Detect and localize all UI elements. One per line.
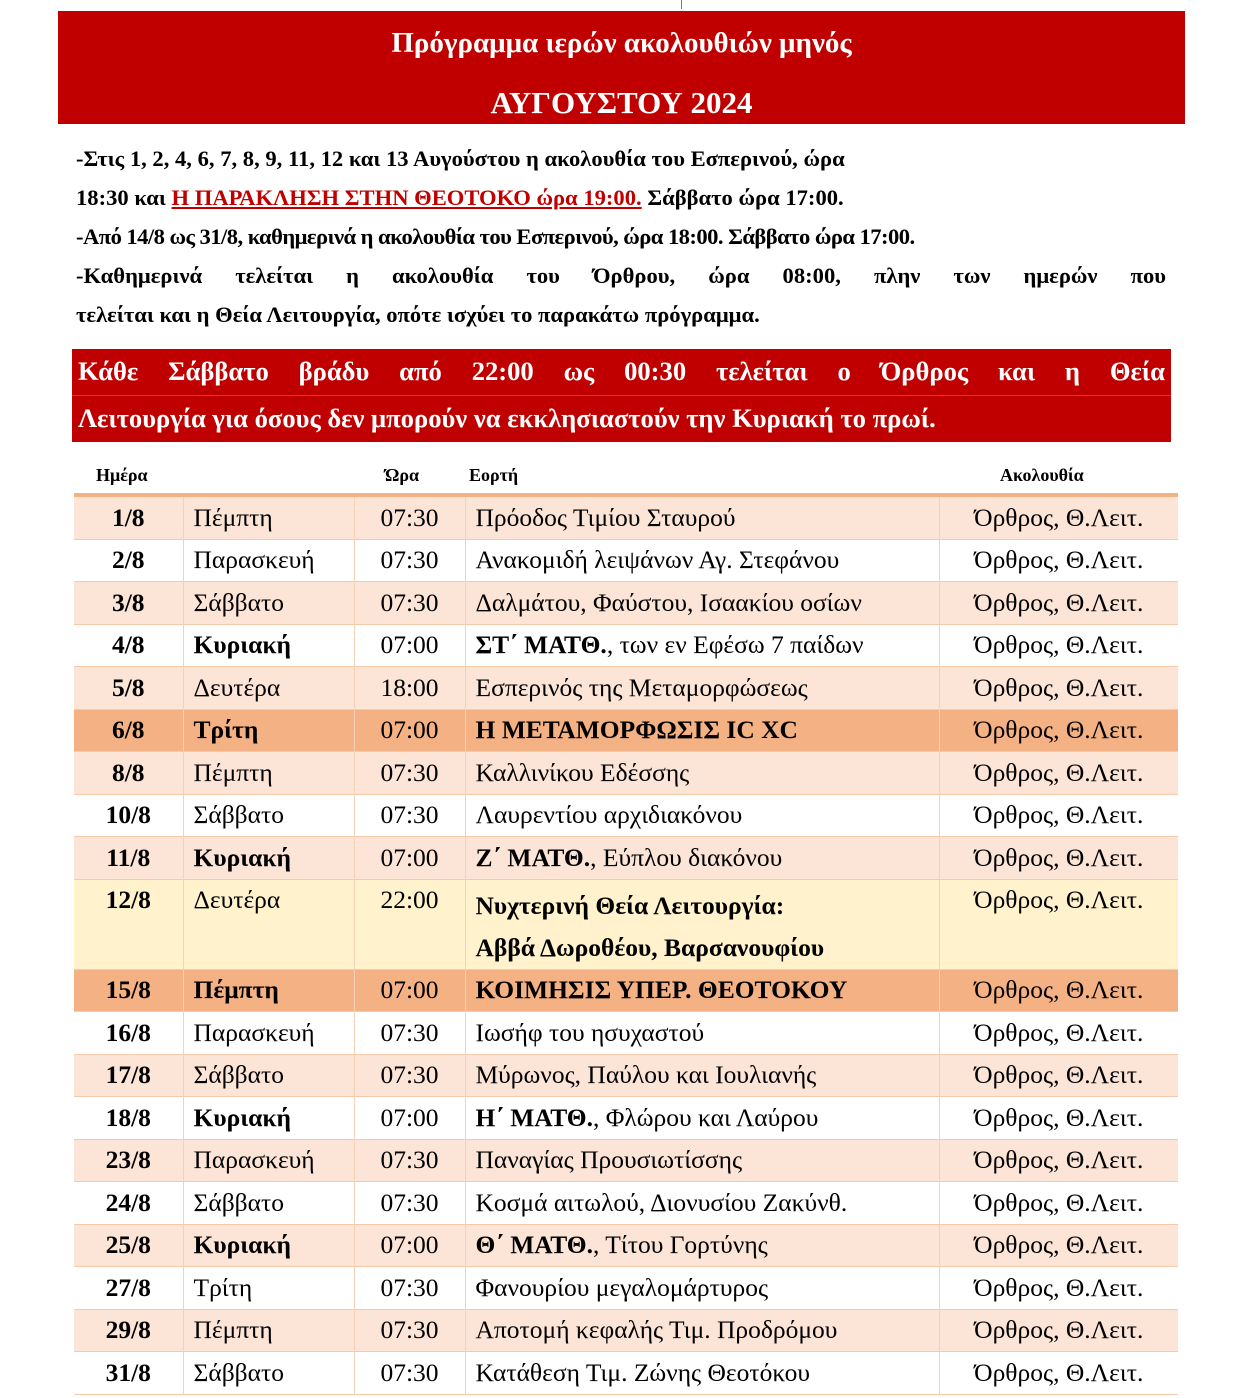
cell-weekday — [183, 969, 354, 1012]
service-text: Όρθρος, Θ.Λειτ. — [974, 1230, 1144, 1260]
intro-note-1a: -Στις 1, 2, 4, 6, 7, 8, 9, 11, 12 και 13 Αυγούστου η ακολουθία του Εσπερινού, ώρα — [76, 146, 845, 171]
cell-service — [939, 1097, 1178, 1140]
feast-text: Παναγίας Προυσιωτίσσης — [475, 1145, 743, 1175]
table-row — [74, 1012, 1178, 1055]
cell-feast — [465, 879, 939, 969]
feast-text: Κατάθεση Τιμ. Ζώνης Θεοτόκου — [475, 1357, 811, 1387]
date-text: 23/8 — [105, 1145, 151, 1175]
cell-feast — [465, 1267, 939, 1310]
header-time: Ώρα — [385, 465, 420, 485]
cell-time — [354, 1352, 465, 1395]
cell-date — [74, 667, 183, 710]
cell-weekday — [183, 1097, 354, 1140]
cell-service — [939, 837, 1178, 880]
table-row — [74, 1097, 1178, 1140]
schedule-table — [74, 493, 1178, 1395]
service-text: Όρθρος, Θ.Λειτ. — [974, 587, 1144, 617]
cell-time — [354, 1309, 465, 1352]
weekday-text: Πέμπτη — [193, 975, 279, 1005]
weekday-text: Σάββατο — [193, 1187, 285, 1217]
table-row — [74, 1309, 1178, 1352]
title-banner — [58, 11, 1185, 124]
intro-note-3a: -Καθημερινά τελείται η ακολουθία του Όρθρου, ώρα 08:00, πλην των ημερών που — [76, 263, 1166, 288]
feast-text: Λαυρεντίου αρχιδιακόνου — [475, 800, 743, 830]
cell-feast — [465, 1012, 939, 1055]
cell-service — [939, 624, 1178, 667]
cell-feast — [465, 969, 939, 1012]
cell-date — [74, 582, 183, 625]
cell-service — [939, 1012, 1178, 1055]
cell-time — [354, 1012, 465, 1055]
feast-line2-text: Αββά Δωροθέου, Βαρσανουφίου — [475, 932, 825, 962]
date-text: 3/8 — [111, 587, 145, 617]
cell-date — [74, 1182, 183, 1225]
cell-weekday — [183, 624, 354, 667]
date-text: 2/8 — [111, 545, 145, 575]
service-text: Όρθρος, Θ.Λειτ. — [974, 1187, 1144, 1217]
date-text: 4/8 — [111, 630, 145, 660]
cell-date — [74, 1054, 183, 1097]
cell-service — [939, 1224, 1178, 1267]
date-text: 1/8 — [111, 502, 145, 532]
cell-time — [354, 667, 465, 710]
cell-date — [74, 1097, 183, 1140]
cell-time — [354, 879, 465, 969]
service-text: Όρθρος, Θ.Λειτ. — [974, 842, 1144, 872]
feast-text: Εσπερινός της Μεταμορφώσεως — [475, 672, 808, 702]
cell-time — [354, 1139, 465, 1182]
date-text: 5/8 — [111, 672, 145, 702]
cell-weekday — [183, 495, 354, 539]
time-text: 07:30 — [380, 757, 439, 787]
cell-service — [939, 879, 1178, 969]
feast-text: Φανουρίου μεγαλομάρτυρος — [475, 1272, 769, 1302]
time-text: 07:30 — [380, 1357, 439, 1387]
table-row — [74, 1139, 1178, 1182]
feast-text: Κοσμά αιτωλού, Διονυσίου Ζακύνθ. — [475, 1187, 848, 1217]
cell-time — [354, 1054, 465, 1097]
feast-text: Μύρωνος, Παύλου και Ιουλιανής — [475, 1060, 817, 1090]
cell-date — [74, 1224, 183, 1267]
service-text: Όρθρος, Θ.Λειτ. — [974, 502, 1144, 532]
time-text: 07:00 — [380, 630, 439, 660]
weekday-text: Παρασκευή — [193, 545, 315, 575]
cell-date — [74, 709, 183, 752]
table-row — [74, 539, 1178, 582]
date-text: 16/8 — [105, 1017, 151, 1047]
header-feast: Εορτή — [469, 465, 519, 485]
feast-text: Πρόοδος Τιμίου Σταυρού — [475, 502, 736, 532]
service-text: Όρθρος, Θ.Λειτ. — [974, 1102, 1144, 1132]
table-row — [74, 1054, 1178, 1097]
cell-feast — [465, 1182, 939, 1225]
cell-service — [939, 495, 1178, 539]
cell-time — [354, 1267, 465, 1310]
table-row — [74, 752, 1178, 795]
service-text: Όρθρος, Θ.Λειτ. — [974, 1145, 1144, 1175]
cell-service — [939, 709, 1178, 752]
table-row — [74, 969, 1178, 1012]
cell-feast — [465, 495, 939, 539]
date-text: 29/8 — [105, 1315, 151, 1345]
cell-weekday — [183, 1352, 354, 1395]
service-text: Όρθρος, Θ.Λειτ. — [974, 672, 1144, 702]
cell-weekday — [183, 879, 354, 969]
weekday-text: Παρασκευή — [193, 1145, 315, 1175]
cell-feast — [465, 837, 939, 880]
weekday-text: Πέμπτη — [193, 757, 273, 787]
feast-bold-text: Η ΜΕΤΑΜΟΡΦΩΣΙΣ IC XC — [475, 715, 798, 745]
cell-weekday — [183, 1012, 354, 1055]
feast-text: , Εύπλου διακόνου — [590, 842, 783, 872]
weekday-text: Παρασκευή — [193, 1017, 315, 1047]
date-text: 31/8 — [105, 1357, 151, 1387]
cell-date — [74, 969, 183, 1012]
paraklisi-highlight: Η ΠΑΡΑΚΛΗΣΗ ΣΤΗΝ ΘΕΟΤΟΚΟ ώρα 19:00. — [171, 185, 642, 210]
cell-feast — [465, 1352, 939, 1395]
cell-date — [74, 1012, 183, 1055]
weekday-text: Σάββατο — [193, 1060, 285, 1090]
cell-feast — [465, 667, 939, 710]
cell-date — [74, 1352, 183, 1395]
table-row — [74, 1267, 1178, 1310]
time-text: 18:00 — [380, 672, 439, 702]
weekday-text: Κυριακή — [193, 1230, 291, 1260]
feast-text: , Φλώρου και Λαύρου — [592, 1102, 819, 1132]
time-text: 07:00 — [380, 1102, 439, 1132]
cell-time — [354, 495, 465, 539]
cell-date — [74, 1139, 183, 1182]
table-row — [74, 879, 1178, 969]
service-text: Όρθρος, Θ.Λειτ. — [974, 1017, 1144, 1047]
feast-bold-text: Νυχτερινή Θεία Λειτουργία: — [475, 890, 785, 920]
time-text: 07:00 — [380, 1230, 439, 1260]
time-text: 07:30 — [380, 1272, 439, 1302]
cell-service — [939, 969, 1178, 1012]
weekday-text: Κυριακή — [193, 1102, 291, 1132]
feast-text: , Τίτου Γορτύνης — [592, 1230, 768, 1260]
time-text: 07:30 — [380, 1187, 439, 1217]
date-text: 24/8 — [105, 1187, 151, 1217]
cell-time — [354, 1097, 465, 1140]
date-text: 6/8 — [111, 715, 145, 745]
table-row — [74, 582, 1178, 625]
weekday-text: Πέμπτη — [193, 502, 273, 532]
service-text: Όρθρος, Θ.Λειτ. — [974, 975, 1144, 1005]
time-text: 07:00 — [380, 975, 439, 1005]
cell-feast — [465, 1097, 939, 1140]
cell-service — [939, 1054, 1178, 1097]
cell-feast — [465, 752, 939, 795]
table-row — [74, 1352, 1178, 1395]
feast-text: Δαλμάτου, Φαύστου, Ισαακίου οσίων — [475, 587, 862, 617]
date-text: 18/8 — [105, 1102, 151, 1132]
service-text: Όρθρος, Θ.Λειτ. — [974, 545, 1144, 575]
cell-weekday — [183, 794, 354, 837]
weekday-text: Κυριακή — [193, 842, 291, 872]
cell-service — [939, 1267, 1178, 1310]
time-text: 07:30 — [380, 1017, 439, 1047]
weekday-text: Σάββατο — [193, 800, 285, 830]
cell-service — [939, 539, 1178, 582]
time-text: 07:30 — [380, 1060, 439, 1090]
cell-service — [939, 752, 1178, 795]
header-service: Ακολουθία — [1000, 465, 1084, 485]
cell-date — [74, 752, 183, 795]
feast-bold-text: Ζ΄ ΜΑΤΘ. — [475, 842, 591, 872]
date-text: 10/8 — [105, 800, 151, 830]
cell-time — [354, 752, 465, 795]
cell-feast — [465, 1139, 939, 1182]
cell-time — [354, 969, 465, 1012]
cell-date — [74, 879, 183, 969]
service-text: Όρθρος, Θ.Λειτ. — [974, 1272, 1144, 1302]
weekday-text: Τρίτη — [193, 715, 259, 745]
cell-date — [74, 837, 183, 880]
time-text: 07:30 — [380, 1145, 439, 1175]
cell-weekday — [183, 1139, 354, 1182]
service-text: Όρθρος, Θ.Λειτ. — [974, 1357, 1144, 1387]
table-row — [74, 1182, 1178, 1225]
cell-time — [354, 624, 465, 667]
cell-feast — [465, 709, 939, 752]
feast-text: Καλλινίκου Εδέσσης — [475, 757, 690, 787]
time-text: 22:00 — [380, 884, 439, 914]
feast-text: Αποτομή κεφαλής Τιμ. Προδρόμου — [475, 1315, 838, 1345]
table-row — [74, 667, 1178, 710]
weekday-text: Δευτέρα — [193, 884, 281, 914]
cell-weekday — [183, 1182, 354, 1225]
intro-note-1c-text: Σάββατο ώρα 17:00. — [641, 185, 844, 210]
feast-bold-text: Η΄ ΜΑΤΘ. — [475, 1102, 593, 1132]
feast-text: Ανακομιδή λειψάνων Αγ. Στεφάνου — [475, 545, 840, 575]
service-text: Όρθρος, Θ.Λειτ. — [974, 884, 1144, 914]
cell-weekday — [183, 752, 354, 795]
service-text: Όρθρος, Θ.Λειτ. — [974, 800, 1144, 830]
service-text: Όρθρος, Θ.Λειτ. — [974, 1060, 1144, 1090]
cell-weekday — [183, 709, 354, 752]
table-row — [74, 624, 1178, 667]
date-text: 12/8 — [105, 884, 151, 914]
service-text: Όρθρος, Θ.Λειτ. — [974, 630, 1144, 660]
intro-notes — [76, 139, 1166, 334]
cell-feast — [465, 1309, 939, 1352]
cell-service — [939, 667, 1178, 710]
cell-time — [354, 1224, 465, 1267]
cell-service — [939, 794, 1178, 837]
table-row — [74, 495, 1178, 539]
time-text: 07:00 — [380, 842, 439, 872]
title-line-1: Πρόγραμμα ιερών ακολουθιών μηνός — [391, 27, 852, 59]
intro-note-1b-text: 18:30 και — [76, 185, 172, 210]
cell-weekday — [183, 1054, 354, 1097]
cell-feast — [465, 582, 939, 625]
time-text: 07:00 — [380, 715, 439, 745]
cell-weekday — [183, 837, 354, 880]
intro-note-3b: τελείται και η Θεία Λειτουργία, οπότε ισχύει το παρακάτω πρόγραμμα. — [76, 302, 760, 327]
cell-time — [354, 582, 465, 625]
cell-weekday — [183, 1224, 354, 1267]
weekday-text: Κυριακή — [193, 630, 291, 660]
cell-date — [74, 495, 183, 539]
cell-weekday — [183, 1267, 354, 1310]
cell-date — [74, 794, 183, 837]
weekday-text: Τρίτη — [193, 1272, 253, 1302]
cell-feast — [465, 1054, 939, 1097]
date-text: 15/8 — [105, 975, 151, 1005]
time-text: 07:30 — [380, 800, 439, 830]
cell-weekday — [183, 539, 354, 582]
cell-service — [939, 1309, 1178, 1352]
feast-bold-text: Θ΄ ΜΑΤΘ. — [475, 1230, 593, 1260]
feast-text: Ιωσήφ του ησυχαστού — [475, 1017, 705, 1047]
title-line-2: ΑΥΓΟΥΣΤΟΥ 2024 — [490, 85, 753, 120]
cell-time — [354, 539, 465, 582]
cell-weekday — [183, 582, 354, 625]
feast-bold-text: ΣΤ΄ ΜΑΤΘ. — [475, 630, 607, 660]
service-text: Όρθρος, Θ.Λειτ. — [974, 715, 1144, 745]
time-text: 07:30 — [380, 587, 439, 617]
table-row — [74, 837, 1178, 880]
time-text: 07:30 — [380, 1315, 439, 1345]
cell-time — [354, 709, 465, 752]
cell-time — [354, 837, 465, 880]
cell-feast — [465, 539, 939, 582]
cell-service — [939, 1139, 1178, 1182]
cell-feast — [465, 794, 939, 837]
cell-time — [354, 1182, 465, 1225]
saturday-night-notice — [72, 349, 1171, 442]
header-day: Ημέρα — [96, 465, 148, 485]
date-text: 8/8 — [111, 757, 145, 787]
time-text: 07:30 — [380, 502, 439, 532]
cell-date — [74, 1267, 183, 1310]
service-text: Όρθρος, Θ.Λειτ. — [974, 757, 1144, 787]
feast-text: , των εν Εφέσω 7 παίδων — [606, 630, 864, 660]
cell-service — [939, 1352, 1178, 1395]
service-text: Όρθρος, Θ.Λειτ. — [974, 1315, 1144, 1345]
cell-weekday — [183, 667, 354, 710]
cell-weekday — [183, 1309, 354, 1352]
date-text: 17/8 — [105, 1060, 151, 1090]
cell-date — [74, 1309, 183, 1352]
date-text: 25/8 — [105, 1230, 151, 1260]
weekday-text: Σάββατο — [193, 587, 285, 617]
date-text: 11/8 — [106, 842, 151, 872]
table-row — [74, 1224, 1178, 1267]
time-text: 07:30 — [380, 545, 439, 575]
table-row — [74, 794, 1178, 837]
saturday-notice-line-1: Κάθε Σάββατο βράδυ από 22:00 ως 00:30 τελείται ο Όρθρος και η Θεία — [72, 349, 1171, 396]
cell-service — [939, 582, 1178, 625]
page-edge-tick — [681, 0, 682, 9]
date-text: 27/8 — [105, 1272, 151, 1302]
table-row — [74, 709, 1178, 752]
weekday-text: Δευτέρα — [193, 672, 281, 702]
feast-bold-text: ΚΟΙΜΗΣΙΣ ΥΠΕΡ. ΘΕΟΤΟΚΟΥ — [475, 975, 848, 1005]
weekday-text: Πέμπτη — [193, 1315, 273, 1345]
cell-feast — [465, 1224, 939, 1267]
cell-feast — [465, 624, 939, 667]
weekday-text: Σάββατο — [193, 1357, 285, 1387]
cell-service — [939, 1182, 1178, 1225]
intro-note-2: -Από 14/8 ως 31/8, καθημερινά η ακολουθία του Εσπερινού, ώρα 18:00. Σάββατο ώρα 17:00. — [76, 224, 915, 249]
cell-date — [74, 624, 183, 667]
table-header — [74, 461, 1178, 493]
intro-note-1b — [76, 178, 1166, 217]
cell-date — [74, 539, 183, 582]
cell-time — [354, 794, 465, 837]
saturday-notice-line-2: Λειτουργία για όσους δεν μπορούν να εκκλησιαστούν την Κυριακή το πρωί. — [78, 403, 936, 433]
